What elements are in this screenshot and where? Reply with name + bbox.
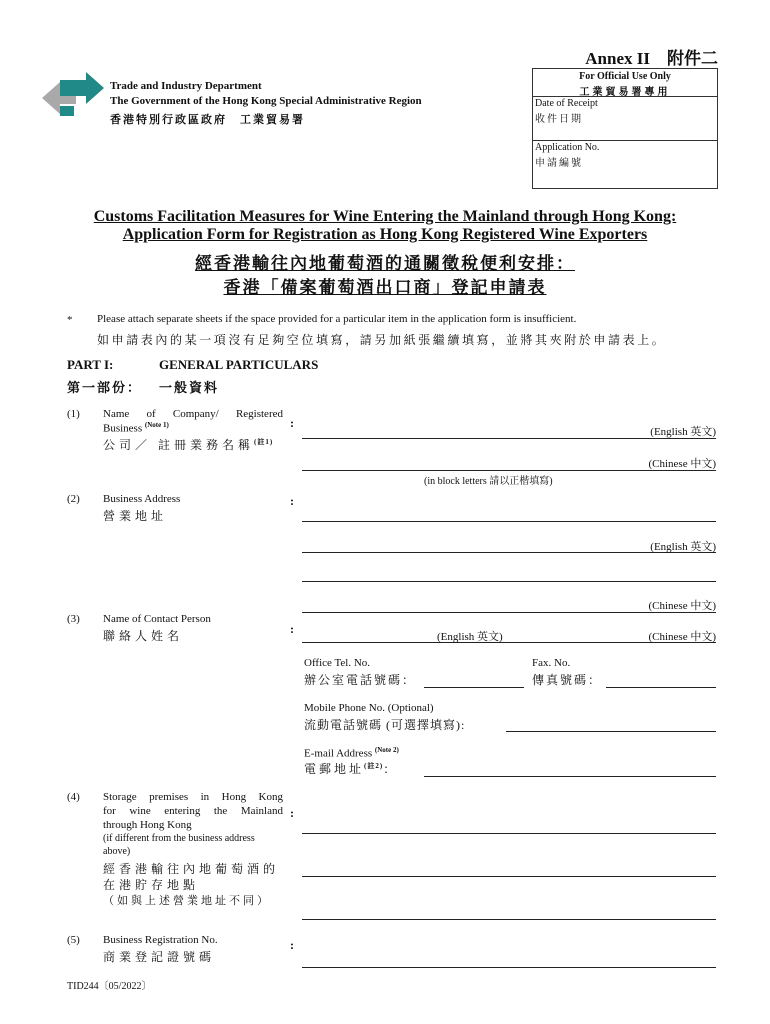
title-zh-line1: 經香港輸往內地葡萄酒的通關徵稅便利安排： bbox=[195, 254, 575, 273]
dept-line1: Trade and Industry Department bbox=[110, 80, 262, 92]
item1-english-tag: (English 英文) bbox=[650, 426, 716, 438]
item1-note-zh: (註1) bbox=[254, 438, 274, 446]
title-en-line2: Application Form for Registration as Hong Kong Registered Wine Exporters bbox=[122, 226, 648, 243]
item4-label-zh-1: 經香港輸往內地葡萄酒的 bbox=[103, 862, 280, 876]
email-field[interactable] bbox=[424, 776, 716, 777]
email-note-en: (Note 2) bbox=[374, 746, 399, 754]
email-colon: ： bbox=[383, 762, 399, 776]
title-en-line1: Customs Facilitation Measures for Wine Entering the Mainland through Hong Kong: bbox=[93, 208, 677, 225]
item4-label-en-5: above) bbox=[103, 846, 131, 857]
tid-logo bbox=[40, 68, 106, 122]
item3-chinese-tag: (Chinese 中文) bbox=[648, 631, 716, 643]
mobile-label-en: Mobile Phone No. (Optional) bbox=[304, 702, 434, 714]
item1-label-zh bbox=[103, 436, 273, 453]
item2-colon: : bbox=[290, 494, 294, 508]
item5-label-en: Business Registration No. bbox=[103, 934, 218, 946]
item5-label-zh: 商業登記證號碼 bbox=[103, 950, 216, 964]
item4-number: (4) bbox=[67, 791, 80, 803]
item4-label-en-3: through Hong Kong bbox=[103, 819, 192, 831]
item4-label-en-2: for wine entering the Mainland bbox=[103, 805, 283, 817]
appno-label-zh: 申請編號 bbox=[535, 158, 583, 169]
office-tel-label-en: Office Tel. No. bbox=[304, 657, 371, 669]
item1-colon: : bbox=[290, 416, 294, 430]
item4-field-3[interactable] bbox=[302, 919, 716, 920]
form-code: TID244〔05/2022〕 bbox=[67, 981, 152, 992]
item3-colon: : bbox=[290, 622, 294, 636]
item2-chinese-tag: (Chinese 中文) bbox=[648, 600, 716, 612]
fax-label-zh: 傳真號碼： bbox=[532, 673, 603, 687]
item2-number: (2) bbox=[67, 493, 80, 505]
item2-english-field-1[interactable] bbox=[302, 521, 716, 522]
email-note-zh: (註2) bbox=[364, 762, 384, 770]
note-zh: 如申請表內的某一項沒有足夠空位填寫，請另加紙張繼續填寫，並將其夾附於申請表上。 bbox=[97, 333, 667, 347]
receipt-label-en: Date of Receipt bbox=[535, 98, 598, 109]
item5-field[interactable] bbox=[302, 967, 716, 968]
part-title-en: GENERAL PARTICULARS bbox=[159, 357, 319, 372]
item4-colon: : bbox=[290, 806, 294, 820]
part-title-zh: 一般資料 bbox=[159, 380, 220, 395]
item4-label-en-1: Storage premises in Hong Kong bbox=[103, 791, 283, 803]
item2-label-zh: 營業地址 bbox=[103, 509, 168, 523]
official-divider-2 bbox=[532, 140, 718, 141]
item3-label-zh: 聯絡人姓名 bbox=[103, 629, 184, 643]
item2-label-en: Business Address bbox=[103, 493, 181, 505]
item1-label-zh-text: 公司／ 註冊業務名稱 bbox=[103, 438, 255, 452]
item1-block-letters: (in block letters 請以正楷填寫) bbox=[424, 476, 553, 487]
logo-teal-block bbox=[60, 106, 74, 116]
item1-note-en: (Note 1) bbox=[144, 421, 169, 429]
item4-label-en-4: (if different from the business address bbox=[103, 833, 255, 844]
email-label-zh bbox=[304, 760, 398, 777]
mobile-label-zh: 流動電話號碼 (可選擇填寫): bbox=[304, 718, 466, 732]
dept-line3: 香港特別行政區政府 工業貿易署 bbox=[110, 114, 305, 126]
item5-colon: : bbox=[290, 938, 294, 952]
item4-field-1[interactable] bbox=[302, 833, 716, 834]
item2-english-tag: (English 英文) bbox=[650, 541, 716, 553]
email-label-zh-text: 電郵地址 bbox=[304, 762, 365, 776]
item1-label-en-a: Name of Company/ Registered bbox=[103, 408, 283, 420]
item1-chinese-tag: (Chinese 中文) bbox=[648, 458, 716, 470]
office-tel-label-zh: 辦公室電話號碼： bbox=[304, 673, 417, 687]
email-label-en bbox=[304, 746, 399, 760]
item1-label-business: Business bbox=[103, 422, 143, 435]
item4-label-zh-2: 在港貯存地點 bbox=[103, 878, 200, 892]
item2-chinese-field-1[interactable] bbox=[302, 581, 716, 582]
email-label-text: E-mail Address bbox=[304, 747, 373, 760]
item3-english-tag: (English 英文) bbox=[437, 631, 503, 643]
receipt-label-zh: 收件日期 bbox=[535, 114, 583, 125]
annex-label: Annex II 附件二 bbox=[585, 49, 718, 68]
official-title-zh: 工業貿易署專用 bbox=[579, 87, 671, 98]
fax-field[interactable] bbox=[606, 687, 716, 688]
part-label-en: PART I: bbox=[67, 357, 114, 372]
official-title-en: For Official Use Only bbox=[579, 71, 671, 82]
item5-number: (5) bbox=[67, 934, 80, 946]
title-zh-line2: 香港「備案葡萄酒出口商」登記申請表 bbox=[223, 278, 547, 297]
item1-label-en-b bbox=[103, 421, 169, 435]
item4-field-2[interactable] bbox=[302, 876, 716, 877]
fax-label-en: Fax. No. bbox=[532, 657, 571, 669]
dept-line2: The Government of the Hong Kong Special Administrative Region bbox=[110, 95, 422, 107]
office-tel-field[interactable] bbox=[424, 687, 524, 688]
mobile-field[interactable] bbox=[506, 731, 716, 732]
part-label-zh: 第一部份： bbox=[67, 380, 143, 395]
appno-label-en: Application No. bbox=[535, 142, 600, 153]
item3-label-en: Name of Contact Person bbox=[103, 613, 211, 625]
item1-number: (1) bbox=[67, 408, 80, 420]
note-en: Please attach separate sheets if the space provided for a particular item in the application form is insufficient. bbox=[97, 313, 577, 325]
item3-number: (3) bbox=[67, 613, 80, 625]
item4-label-zh-3: （如與上述營業地址不同） bbox=[103, 895, 271, 907]
note-star: * bbox=[67, 314, 73, 326]
